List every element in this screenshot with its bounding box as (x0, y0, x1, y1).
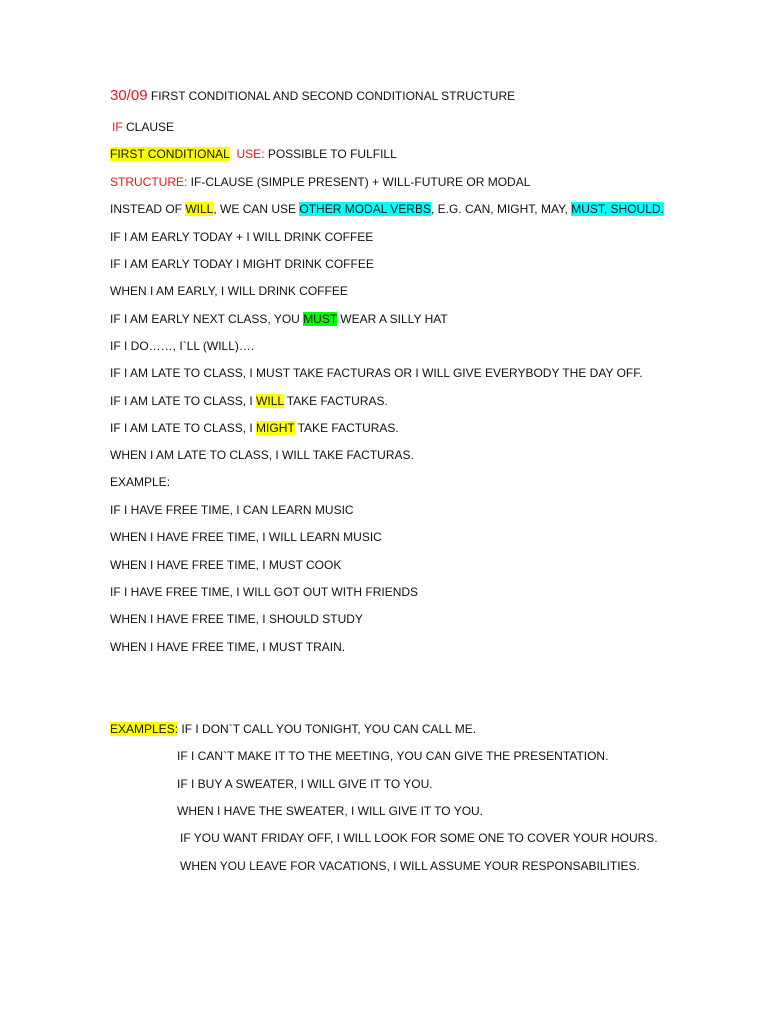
examples-label: EXAMPLES: (110, 722, 179, 736)
must-should-highlight: MUST, SHOULD. (571, 202, 664, 216)
examples-item: IF YOU WANT FRIDAY OFF, I WILL LOOK FOR SOME ONE TO COVER YOUR HOURS. (180, 831, 658, 845)
instead-text-2: , WE CAN USE (213, 202, 300, 216)
heading-line (110, 88, 515, 104)
might-text-1: IF I AM LATE TO CLASS, I (110, 421, 257, 435)
example-line: IF I AM EARLY TODAY + I WILL DRINK COFFEE (110, 230, 374, 244)
free-time-line: IF I HAVE FREE TIME, I WILL GOT OUT WITH FRIENDS (110, 585, 419, 599)
if-label: IF (112, 120, 123, 134)
might-line (110, 420, 399, 436)
examples-first: IF I DON`T CALL YOU TONIGHT, YOU CAN CALL ME. (178, 722, 477, 736)
free-time-line: IF I HAVE FREE TIME, I CAN LEARN MUSIC (110, 503, 354, 517)
if-clause-line (112, 119, 174, 135)
instead-text-3: , E.G. CAN, MIGHT, MAY, (430, 202, 572, 216)
will-highlight-2: WILL (256, 394, 284, 408)
first-conditional-line (110, 146, 397, 162)
free-time-line: WHEN I HAVE FREE TIME, I MUST COOK (110, 558, 342, 572)
examples-item: WHEN I HAVE THE SWEATER, I WILL GIVE IT TO YOU. (177, 804, 484, 818)
examples-item: WHEN YOU LEAVE FOR VACATIONS, I WILL ASSUME YOUR RESPONSABILITIES. (180, 859, 640, 873)
structure-line (110, 174, 530, 190)
will-text-1: IF I AM LATE TO CLASS, I (110, 394, 257, 408)
when-late-line: WHEN I AM LATE TO CLASS, I WILL TAKE FACTURAS. (110, 448, 414, 462)
instead-text-1: INSTEAD OF (110, 202, 186, 216)
must-text-1: IF I AM EARLY NEXT CLASS, YOU (110, 312, 304, 326)
examples-item: IF I BUY A SWEATER, I WILL GIVE IT TO YOU. (177, 777, 433, 791)
clause-text: CLAUSE (122, 120, 175, 134)
free-time-line: WHEN I HAVE FREE TIME, I WILL LEARN MUSIC (110, 530, 382, 544)
other-modal-verbs-highlight: OTHER MODAL VERBS (299, 202, 431, 216)
use-text: POSSIBLE TO FULFILL (264, 147, 397, 161)
examples-line (110, 721, 476, 737)
heading-title: FIRST CONDITIONAL AND SECOND CONDITIONAL STRUCTURE (147, 89, 516, 103)
late-line: IF I AM LATE TO CLASS, I MUST TAKE FACTURAS OR I WILL GIVE EVERYBODY THE DAY OFF. (110, 366, 643, 380)
example-line: IF I AM EARLY TODAY I MIGHT DRINK COFFEE (110, 257, 374, 271)
first-conditional-label: FIRST CONDITIONAL (110, 147, 230, 161)
example-line: WHEN I AM EARLY, I WILL DRINK COFFEE (110, 284, 348, 298)
examples-item: IF I CAN`T MAKE IT TO THE MEETING, YOU CAN GIVE THE PRESENTATION. (177, 749, 609, 763)
do-line: IF I DO……, I`LL (WILL)…. (110, 339, 255, 353)
structure-label: STRUCTURE: (110, 175, 188, 189)
will-line (110, 393, 388, 409)
example-label: EXAMPLE: (110, 475, 171, 489)
free-time-line: WHEN I HAVE FREE TIME, I SHOULD STUDY (110, 612, 363, 626)
date: 30/09 (110, 87, 148, 104)
will-text-2: TAKE FACTURAS. (283, 394, 388, 408)
must-line (110, 311, 448, 327)
must-highlight: MUST (303, 312, 337, 326)
instead-line (110, 201, 664, 217)
might-highlight: MIGHT (256, 421, 295, 435)
free-time-line: WHEN I HAVE FREE TIME, I MUST TRAIN. (110, 640, 346, 654)
must-text-2: WEAR A SILLY HAT (336, 312, 448, 326)
might-text-2: TAKE FACTURAS. (294, 421, 399, 435)
use-label: USE: (236, 147, 265, 161)
will-highlight: WILL (185, 202, 214, 216)
structure-text: IF-CLAUSE (SIMPLE PRESENT) + WILL-FUTURE OR MODAL (187, 175, 531, 189)
